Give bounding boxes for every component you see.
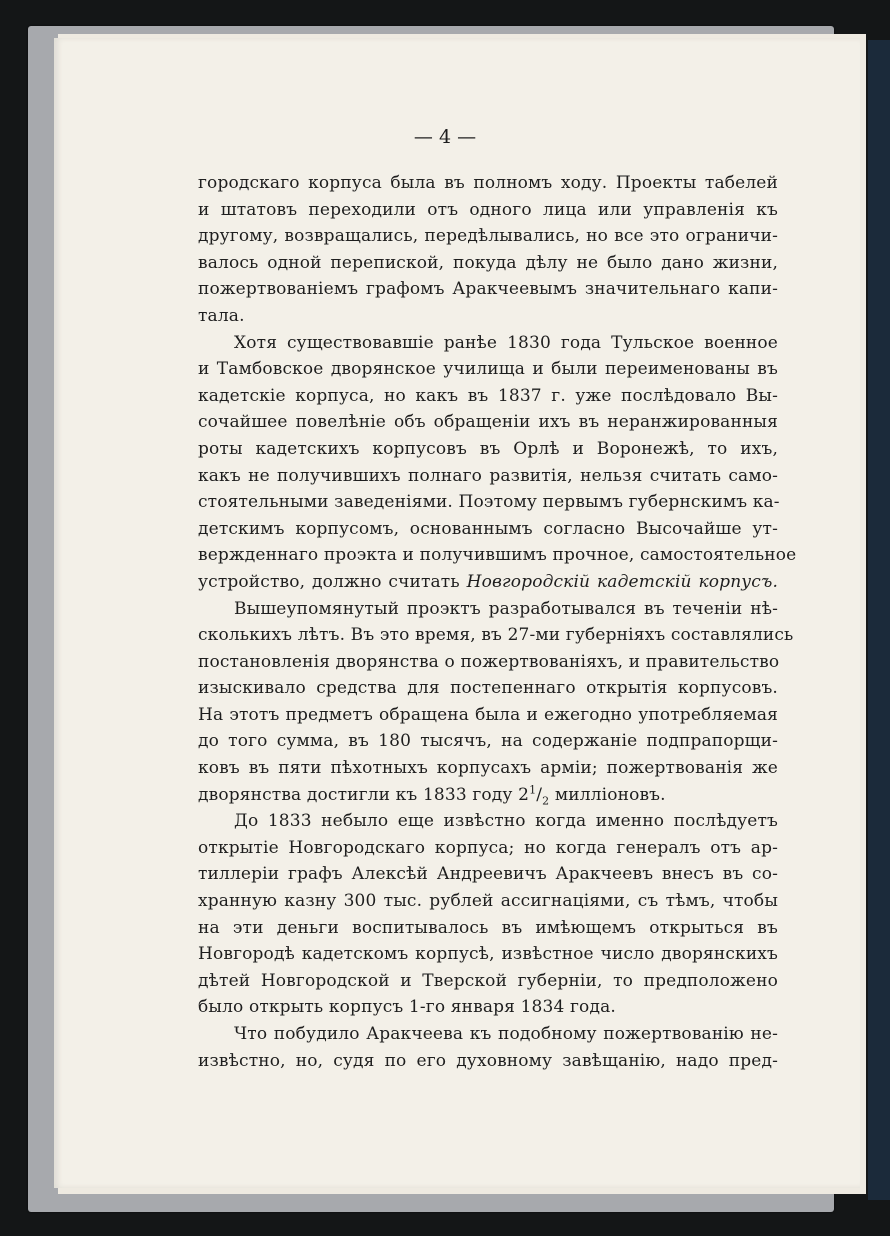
text-line: роты кадетскихъ корпусовъ въ Орлѣ и Воронежѣ, то ихъ, bbox=[198, 438, 778, 459]
text-line: какъ не получившихъ полнаго развитія, нельзя считать само- bbox=[198, 465, 778, 486]
background-right bbox=[868, 40, 890, 1200]
text-line: дѣтей Новгородской и Тверской губерніи, то предположено bbox=[198, 970, 778, 991]
text-line: Новгородѣ кадетскомъ корпусѣ, извѣстное число дворянскихъ bbox=[198, 944, 778, 965]
page-number: — 4 — bbox=[413, 126, 477, 148]
italic-title: Новгородскій кадетскій корпусъ. bbox=[466, 571, 779, 592]
text-line: и Тамбовское дворянское училища и были переименованы въ bbox=[198, 359, 778, 380]
text-line: Хотя существовавшіе ранѣе 1830 года Тульское военное bbox=[234, 332, 778, 353]
text-line: изыскивало средства для постепеннаго открытія корпусовъ. bbox=[198, 678, 778, 699]
text-line: было открыть корпусъ 1-го января 1834 года. bbox=[198, 997, 616, 1018]
text-line: до того сумма, въ 180 тысячъ, на содержаніе подпрапорщи- bbox=[198, 731, 778, 752]
text-line bbox=[198, 569, 778, 596]
text-line bbox=[198, 782, 778, 809]
text-line: сколькихъ лѣтъ. Въ это время, въ 27-ми губерніяхъ составлялись bbox=[198, 625, 794, 646]
text-line: сочайшее повелѣніе объ обращеніи ихъ въ неранжированныя bbox=[198, 412, 778, 433]
text-line: детскимъ корпусомъ, основаннымъ согласно Высочайше ут- bbox=[198, 518, 778, 539]
text-line: стоятельными заведеніями. Поэтому первымъ губернскимъ ка- bbox=[198, 492, 780, 513]
text-segment: устройство, должно считать bbox=[198, 571, 460, 592]
fraction-whole: 2 bbox=[518, 784, 530, 805]
text-line: открытіе Новгородскаго корпуса; но когда генералъ отъ ар- bbox=[198, 837, 778, 858]
text-line: пожертвованіемъ графомъ Аракчеевымъ значительнаго капи- bbox=[198, 279, 778, 300]
fraction-denominator: 2 bbox=[542, 794, 550, 808]
text-line: кадетскіе корпуса, но какъ въ 1837 г. уже послѣдовало Вы- bbox=[198, 385, 778, 406]
text-line: и штатовъ переходили отъ одного лица или управленія къ bbox=[198, 199, 778, 220]
text-line: Что побудило Аракчеева къ подобному пожертвованію не- bbox=[234, 1024, 778, 1044]
text-line: хранную казну 300 тыс. рублей ассигнаціями, съ тѣмъ, чтобы bbox=[198, 891, 778, 912]
text-line: извѣстно, но, судя по его духовному завѣщанію, надо пред- bbox=[198, 1050, 778, 1071]
text-segment: милліоновъ. bbox=[554, 784, 666, 805]
text-line: До 1833 небыло еще извѣстно когда именно послѣдуетъ bbox=[234, 811, 778, 832]
text-line: на эти деньги воспитывалось въ имѣющемъ открыться въ bbox=[198, 917, 778, 938]
fraction-numerator: 1 bbox=[529, 783, 537, 796]
text-segment: дворянства достигли къ 1833 году bbox=[198, 784, 513, 805]
text-line: тиллеріи графъ Алексѣй Андреевичъ Аракчеевъ внесъ въ со- bbox=[198, 864, 778, 885]
body-text bbox=[198, 170, 797, 1074]
text-line: вержденнаго проэкта и получившимъ прочное, самостоятельное bbox=[198, 545, 797, 566]
text-line: валось одной перепиской, покуда дѣлу не было дано жизни, bbox=[198, 252, 778, 273]
text-line: постановленія дворянства о пожертвованіяхъ, и правительство bbox=[198, 651, 780, 672]
text-line: другому, возвращались, передѣлывались, но все это ограничи- bbox=[198, 226, 778, 247]
text-line: На этотъ предметъ обращена была и ежегодно употребляемая bbox=[198, 704, 778, 725]
text-line: Вышеупомянутый проэктъ разработывался въ теченіи нѣ- bbox=[234, 598, 778, 619]
text-line: тала. bbox=[198, 305, 245, 326]
fraction-slash: / bbox=[536, 784, 543, 805]
text-line: городскаго корпуса была въ полномъ ходу. Проекты табелей bbox=[198, 173, 778, 193]
text-line: ковъ въ пяти пѣхотныхъ корпусахъ арміи; пожертвованія же bbox=[198, 758, 778, 779]
